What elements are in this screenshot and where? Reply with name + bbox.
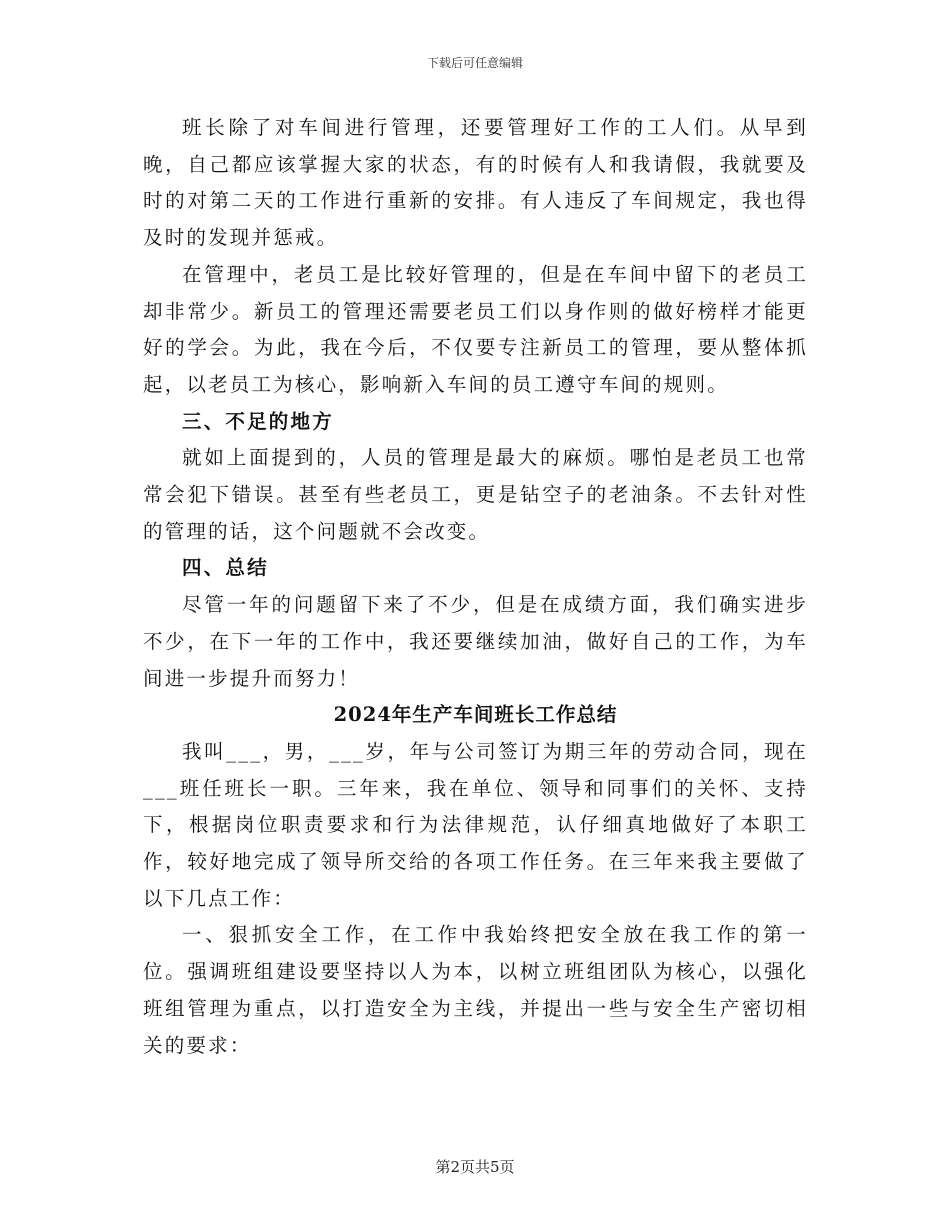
paragraph: 我叫___，男，___岁，年与公司签订为期三年的劳动合同，现在___班任班长一职。三年来，我在单位、领导和同事们的关怀、支持下，根据岗位职责要求和行为法律规范，认仔细真地做好了本职工作，较好地完成了领导所交给的各项工作任务。在三年来我主要做了以下几点工作：	[143, 739, 808, 910]
header-note: 下载后可任意编辑	[426, 56, 523, 70]
paragraph: 班长除了对车间进行管理，还要管理好工作的工人们。从早到晚，自己都应该掌握大家的状态，有的时候有人和我请假，我就要及时的对第二天的工作进行重新的安排。有人违反了车间规定，我也得及时的发现并惩戒。	[143, 116, 808, 250]
section-heading: 三、不足的地方	[182, 409, 334, 433]
document-body	[143, 110, 808, 1064]
paragraph: 尽管一年的问题留下来了不少，但是在成绩方面，我们确实进步不少，在下一年的工作中，我还要继续加油，做好自己的工作，为车间进一步提升而努力！	[143, 593, 808, 690]
page-number: 第2页共5页	[435, 1158, 515, 1176]
section-heading: 四、总结	[182, 556, 269, 580]
document-title: 2024年生产车间班长工作总结	[333, 703, 618, 727]
paragraph: 一、狠抓安全工作，在工作中我始终把安全放在我工作的第一位。强调班组建设要坚持以人为本，以树立班组团队为核心，以强化班组管理为重点，以打造安全为主线，并提出一些与安全生产密切相关的要求：	[143, 923, 808, 1057]
paragraph: 在管理中，老员工是比较好管理的，但是在车间中留下的老员工却非常少。新员工的管理还需要老员工们以身作则的做好榜样才能更好的学会。为此，我在今后，不仅要专注新员工的管理，要从整体抓起，以老员工为核心，影响新入车间的员工遵守车间的规则。	[143, 262, 808, 396]
paragraph: 就如上面提到的，人员的管理是最大的麻烦。哪怕是老员工也常常会犯下错误。甚至有些老员工，更是钻空子的老油条。不去针对性的管理的话，这个问题就不会改变。	[143, 446, 808, 543]
